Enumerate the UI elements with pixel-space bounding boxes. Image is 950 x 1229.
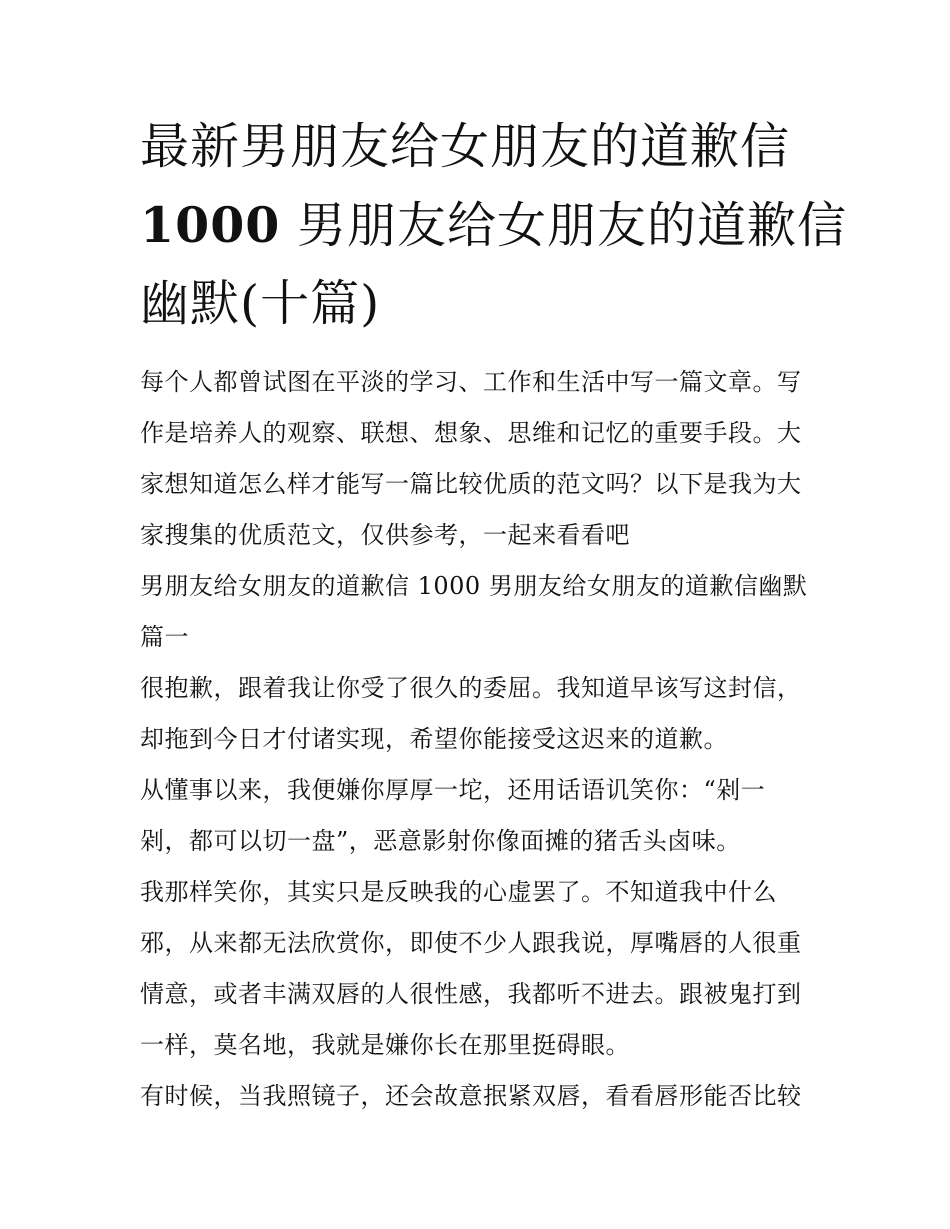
text-line: 从懂事以来，我便嫌你厚厚一坨，还用话语讥笑你：“剁一 bbox=[140, 776, 766, 804]
text-line: 男朋友给女朋友的道歉信 1000 男朋友给女朋友的道歉信幽默 bbox=[140, 572, 808, 600]
document-page bbox=[140, 108, 847, 1122]
text-line: 家搜集的优质范文，仅供参考，一起来看看吧 bbox=[140, 521, 630, 549]
document-title bbox=[140, 108, 847, 343]
text-line: 每个人都曾试图在平淡的学习、工作和生活中写一篇文章。写 bbox=[140, 368, 802, 396]
text-line: 剁，都可以切一盘”，恶意影射你像面摊的猪舌头卤味。 bbox=[140, 827, 741, 855]
text-line: 家想知道怎么样才能写一篇比较优质的范文吗？以下是我为大 bbox=[140, 470, 802, 498]
text-line: 情意，或者丰满双唇的人很性感，我都听不进去。跟被鬼打到 bbox=[140, 980, 802, 1008]
text-line: 作是培养人的观察、联想、想象、思维和记忆的重要手段。大 bbox=[140, 419, 802, 447]
title-line-1: 最新男朋友给女朋友的道歉信 bbox=[140, 118, 791, 175]
text-line: 邪，从来都无法欣赏你，即使不少人跟我说，厚嘴唇的人很重 bbox=[140, 929, 802, 957]
text-line: 篇一 bbox=[140, 623, 189, 651]
text-line: 却拖到今日才付诸实现，希望你能接受这迟来的道歉。 bbox=[140, 725, 728, 753]
body-paragraph bbox=[140, 765, 820, 867]
text-line: 一样，莫名地，我就是嫌你长在那里挺碍眼。 bbox=[140, 1031, 630, 1059]
title-line-2 bbox=[140, 186, 847, 265]
title-line-2-text: 男朋友给女朋友的道歉信 bbox=[296, 197, 847, 254]
body-paragraph bbox=[140, 867, 820, 1071]
document-body bbox=[140, 357, 820, 1122]
section-heading bbox=[140, 561, 820, 663]
text-line: 很抱歉，跟着我让你受了很久的委屈。我知道早该写这封信， bbox=[140, 674, 802, 702]
body-paragraph bbox=[140, 663, 820, 765]
body-paragraph bbox=[140, 1071, 820, 1122]
text-line: 我那样笑你，其实只是反映我的心虚罢了。不知道我中什么 bbox=[140, 878, 777, 906]
title-line-3: 幽默(十篇) bbox=[140, 275, 381, 332]
text-line: 有时候，当我照镜子，还会故意抿紧双唇，看看唇形能否比较 bbox=[140, 1082, 802, 1110]
intro-paragraph bbox=[140, 357, 820, 561]
title-number: 1000 bbox=[140, 196, 281, 254]
